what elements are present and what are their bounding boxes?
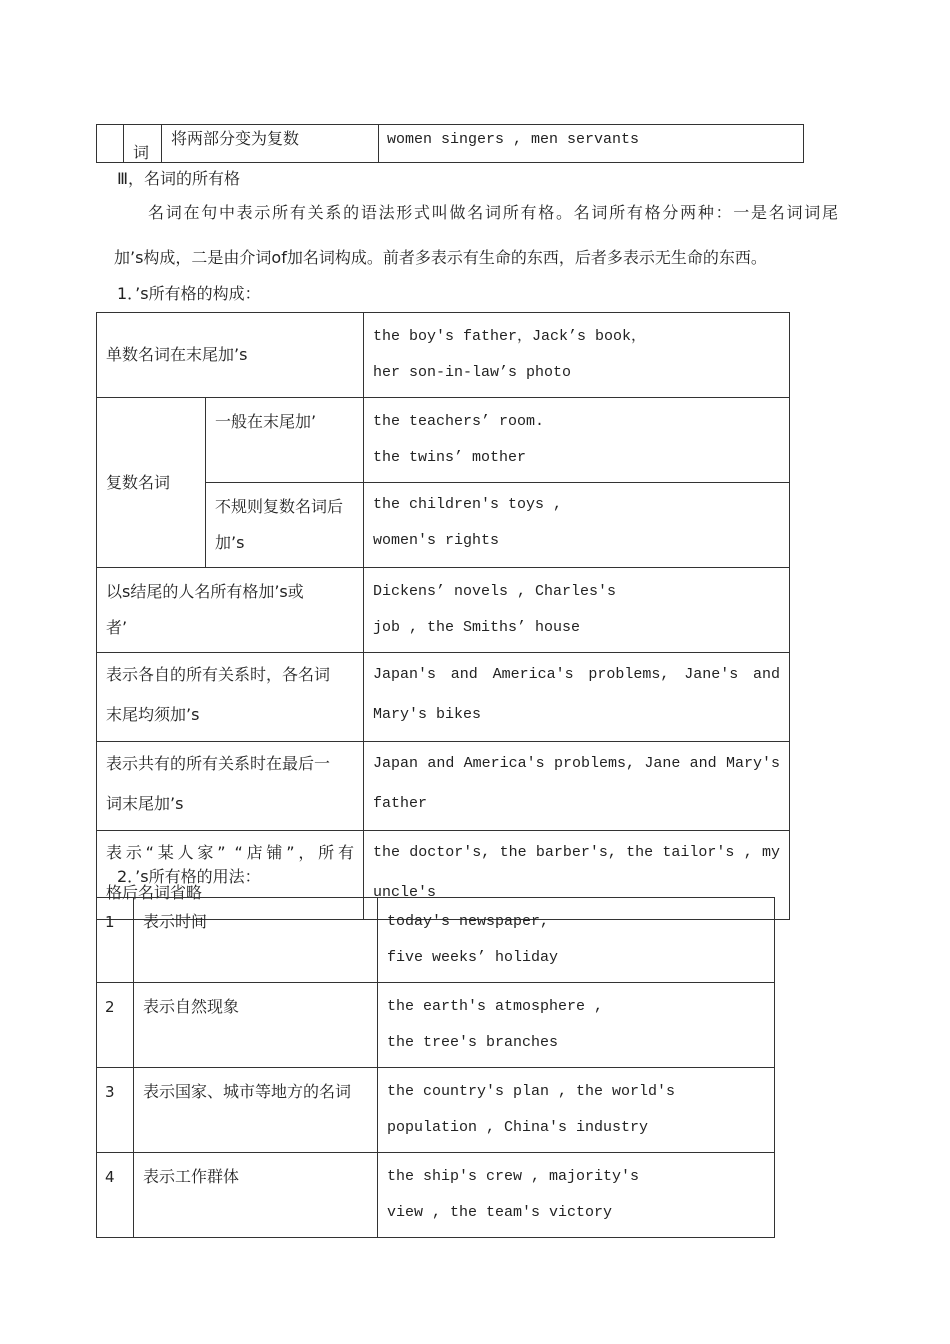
example-cell: the earth's atmosphere , the tree's branches [378,983,775,1068]
top-table [96,124,804,163]
rule-cell: 表示共有的所有关系时在最后一 词末尾加’s [97,742,364,831]
table-row [97,742,790,831]
row-number: 3 [97,1068,134,1153]
example-cell: the country's plan , the world's population , China's industry [378,1068,775,1153]
row-number: 4 [97,1153,134,1238]
group-cell: 复数名词 [97,398,206,568]
example-cell: the ship's crew , majority's view , the team's victory [378,1153,775,1238]
rule-cell: 表示“某人家” “店铺”，所有 格后名词省略 [97,831,364,920]
rule-cell: 单数名词在末尾加’s [97,313,364,398]
example-cell: Japan and America's problems, Jane and Mary's father [364,742,790,831]
rule-cell: 表示各自的所有关系时，各名词 末尾均须加’s [97,653,364,742]
table-row [97,1068,775,1153]
rule-cell: 以s结尾的人名所有格加’s或 者’ [97,568,364,653]
example-cell: the teachers’ room. the twins’ mother [364,398,790,483]
row-number: 2 [97,983,134,1068]
usage-cell: 表示工作群体 [134,1153,378,1238]
rule-cell: 不规则复数名词后 加’s [206,483,364,568]
example-cell: today's newspaper, five weeks’ holiday [378,898,775,983]
top-table-rule: 将两部分变为复数 [162,125,379,163]
usage-cell: 表示自然现象 [134,983,378,1068]
table-row [97,1153,775,1238]
formation-table [96,312,790,920]
table-row [97,568,790,653]
rule-cell: 一般在末尾加’ [206,398,364,483]
table-row [97,898,775,983]
usage-cell: 表示时间 [134,898,378,983]
table-row [97,313,790,398]
intro-line-1: 名词在句中表示所有关系的语法形式叫做名词所有格。名词所有格分两种：一是名词词尾 [148,203,838,222]
example-cell: Japan's and America's problems, Jane's and Mary's bikes [364,653,790,742]
top-table-example: women singers , men servants [379,125,804,163]
row-number: 1 [97,898,134,983]
table-row [97,653,790,742]
top-table-cell-char: 词 [124,125,162,163]
intro-line-2: 加’s构成，二是由介词of加名词构成。前者多表示有生命的东西，后者多表示无生命的东西。 [114,248,767,267]
usage-cell: 表示国家、城市等地方的名词 [134,1068,378,1153]
table-row [97,398,790,483]
example-cell: the children's toys , women's rights [364,483,790,568]
example-cell: Dickens’ novels , Charles's job , the Smiths’ house [364,568,790,653]
table-row [97,983,775,1068]
heading-formation: 1．’s所有格的构成： [117,284,261,303]
example-cell: the boy's father，Jack’s book， her son-in-law’s photo [364,313,790,398]
example-cell: the doctor's, the barber's, the tailor's , my uncle's [364,831,790,920]
top-table-cell-empty [97,125,124,163]
section-heading: Ⅲ，名词的所有格 [117,169,241,188]
usage-table [96,897,775,1238]
heading-usage: 2．’s所有格的用法： [117,867,261,886]
